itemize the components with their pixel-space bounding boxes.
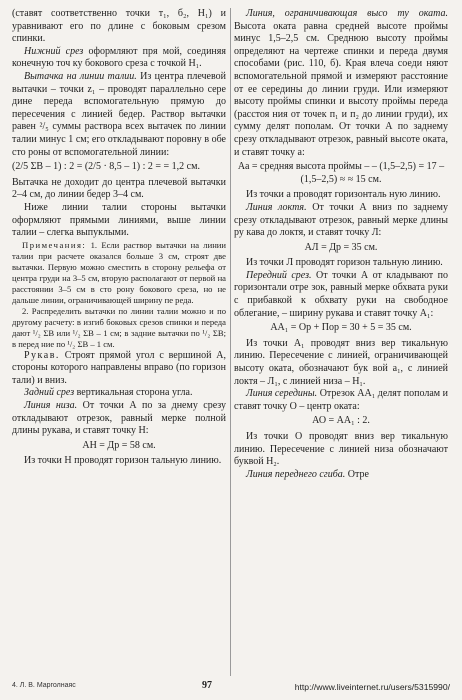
source-url: http://www.liveinternet.ru/users/5315990/: [294, 682, 450, 692]
paragraph-text: Из точки Н проводят горизон тальную линию.: [24, 455, 222, 467]
right-text-column: [234, 8, 448, 481]
paragraph-text: АА₁ = Ор + Пор = 30 + 5 = 35 см.: [270, 322, 412, 334]
paragraph-text: Высота оката равна средней высоте проймы минус 1,5–2,5 см. Среднюю высоту проймы определяют на чертеже спинки и переда двумя способами (рис. 110, б). Края влеча соеди няют вспомогательной прямой и измеряют расстояние от ее середины до линии груди. Или измеряют высоту проймы спинки и высоту проймы переда (расстоя ния от точек п₁ и п₂ до линии груди), их сумму делят пополам. От точки А по заднему срезу откладывают отрезок, равный высоте оката, и ставят точку а:: [234, 20, 448, 158]
paragraph: [12, 202, 226, 240]
paragraph-heading: Линия, ограничивающая высо ту оката.: [246, 8, 448, 19]
paragraph-text: Строят прямой угол с вершиной А, стороны которого направлены вправо (по горизон тали) и вниз.: [12, 349, 226, 386]
paragraph-heading: Линия переднего сгиба.: [246, 468, 346, 480]
paragraph: [12, 455, 226, 468]
paragraph-text: 2. Распределить вытачки по линии талии можно и по другому расчету: в изгиб боковых срезов спинки и переда дают ¹/₂ ΣВ или ¹/₂ ΣВ – 1 см; в задние вытачки по ¹/₂ ΣВ; в перед ние по ¹/₂ ΣВ – 1 см.: [12, 305, 226, 349]
paragraph-text: АН = Др = 58 см.: [82, 439, 156, 451]
paragraph: [234, 338, 448, 388]
paragraph-text: Отрезок АА₁ делят пополам и ставят точку О – центр оката:: [234, 388, 448, 412]
page-number: 97: [202, 680, 212, 691]
paragraph: [234, 431, 448, 469]
paragraph-text: оформляют пря мой, соединяя конечную точ ку бокового среза с точкой Н₁.: [12, 45, 226, 70]
paragraph: [234, 270, 448, 320]
paragraph: [234, 388, 448, 413]
paragraph-text: Из точки Л проводят горизон тальную линию.: [246, 257, 443, 269]
paragraph-text: Из центра плечевой вытачки – точки z₁ – проводят параллельно сере дине переда вспомогательную прямую до пересечения с линией бедер. Раствор вытачки равен ²/₅ суммы раствора всех вытачек по линии талии минус 1 см; его откладывают поровну в обе сто роны от вспомогательной линии:: [12, 70, 226, 158]
paragraph: [12, 71, 226, 159]
paragraph-text: (2/5 ΣВ – 1) : 2 = (2/5 · 8,5 – 1) : 2 = = 1,2 см.: [12, 161, 200, 173]
paragraph-heading: Передний срез.: [246, 269, 312, 281]
paragraph-text: вертикальная сторона угла.: [74, 387, 193, 399]
paragraph-text: От точки А вниз по заднему срезу откладывают отрезок, равный мерке длины ру кава до локтя, и ставят точку Л:: [234, 201, 449, 239]
formula-line: [12, 161, 226, 174]
paragraph-heading: Вытачка на линии талии.: [24, 70, 137, 82]
formula-line: [12, 440, 226, 453]
paragraph: [12, 387, 226, 400]
paragraph-text: Отре: [345, 468, 369, 480]
paragraph-heading: Линия середины.: [246, 388, 318, 400]
paragraph-text: 1. Если раствор вытачки на линии талии при расчете оказался больше 3 см, строят две вытачки. Первую можно сместить в сторону рельефа от центра груди на 3–5 см, вторую располагают от первой на расстоянии 3–5 см в сто рону бокового среза, но не дальше линии, ограничивающей ширину пе реда.: [12, 239, 226, 305]
paragraph-text: АЛ = Др = 35 см.: [304, 241, 378, 253]
paragraph: [12, 306, 226, 350]
paragraph-text: От точки А от кладывают по горизонтали отре зок, равный мерке обхвата руки с прибавкой к обхвату руки на свободное облегание, – ширину рукава и ставят точку А₁:: [234, 269, 449, 319]
paragraph-text: Ниже линии талии стороны вытачки оформляют прямыми линиями, выше линии талии – слегка выпуклыми.: [12, 201, 226, 239]
paragraph: [234, 8, 448, 159]
paragraph-text: АО = АА₁ : 2.: [312, 415, 370, 427]
paragraph-text: Вытачка не доходит до центра плечевой вытачки 2–4 см, до линии бедер 3–4 см.: [12, 176, 226, 201]
paragraph-heading: Линия низа.: [24, 400, 78, 412]
paragraph: [12, 8, 226, 46]
column-divider: [230, 8, 231, 676]
paragraph: [12, 400, 226, 438]
paragraph-heading: Линия локтя.: [246, 201, 307, 213]
left-text-column: [12, 8, 226, 468]
formula-line: [234, 242, 448, 255]
paragraph-text: (ставят соответственно точки т₁, б₂, Н₁) и уравнивают его по длине с боковым срезом спинки.: [12, 8, 226, 45]
paragraph: [234, 189, 448, 202]
footer-signature: 4. Л. В. Марголнаяс: [12, 682, 76, 689]
paragraph: [234, 469, 448, 482]
paragraph-heading: Задний срез: [24, 387, 75, 399]
paragraph: [12, 177, 226, 202]
paragraph-text: От точки А по за днему срезу откладывают отрезок, равный мерке полной длины рукава, и ставят точку Н:: [12, 400, 226, 437]
formula-line: [234, 415, 448, 428]
paragraph-text: Из точки а проводят горизонталь ную линию.: [246, 189, 441, 201]
formula-line: [234, 322, 448, 335]
page-footer: [12, 680, 450, 694]
formula-line: [234, 161, 448, 186]
paragraph: [234, 257, 448, 270]
paragraph-heading: Рукав.: [24, 349, 60, 361]
paragraph-text: Из точки А₁ проводят вниз вер тикальную линию. Пересечение с линией, ограничивающей высоту оката, обозначают бук вой а₁, с линией локтя – Л₁, с линией низа – Н₁.: [234, 337, 448, 387]
paragraph: [12, 350, 226, 388]
paragraph-heading: Примечания:: [22, 239, 87, 250]
paragraph: [12, 46, 226, 71]
paragraph-heading: Нижний срез: [24, 45, 84, 57]
paragraph-text: Аа = средняя высота проймы – – (1,5–2,5) = 17 – (1,5–2,5) ≈ ≈ 15 см.: [237, 161, 445, 185]
paragraph: [12, 240, 226, 306]
paragraph-text: Из точки О проводят вниз вер тикальную линию. Пересечение с линией низа обозначают буквой Н₂.: [234, 431, 448, 468]
paragraph: [234, 202, 448, 240]
